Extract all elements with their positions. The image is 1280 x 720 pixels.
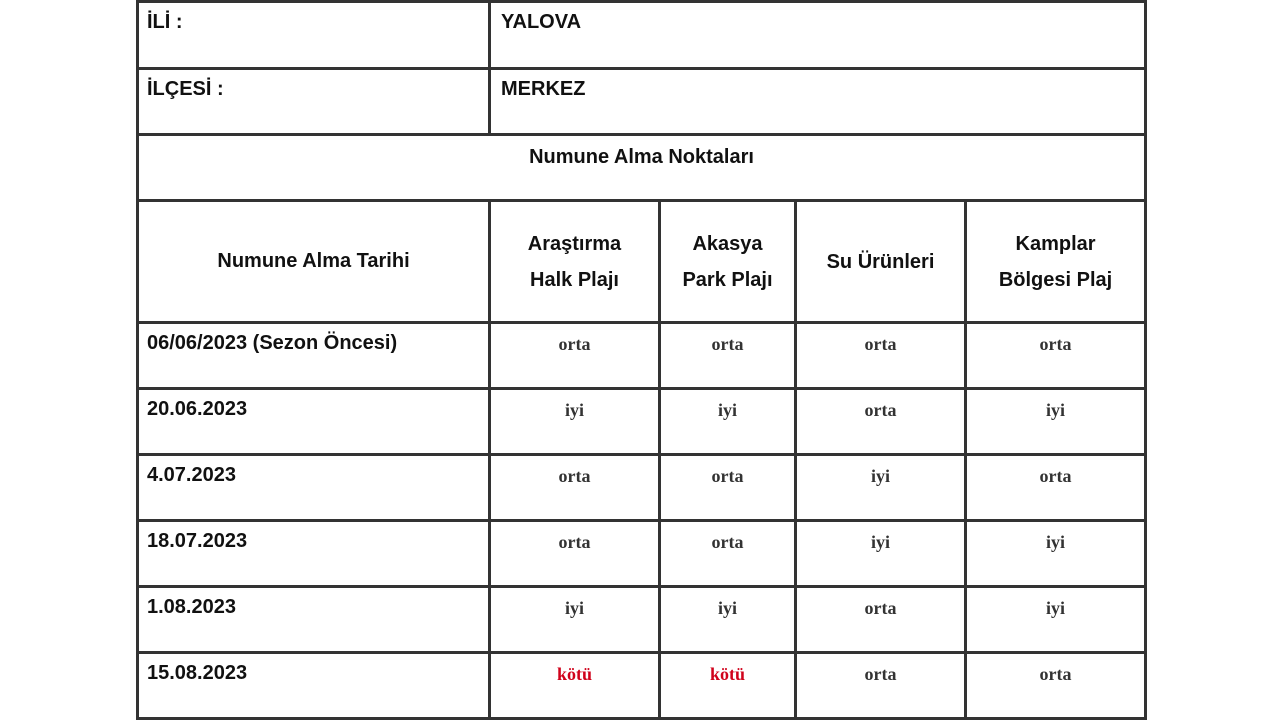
header-line: Su Ürünleri: [826, 250, 935, 273]
sample-date: 20.06.2023: [138, 389, 490, 455]
province-label: İLİ :: [138, 2, 490, 69]
quality-value: iyi: [966, 389, 1146, 455]
table-row: [138, 521, 1146, 587]
table-title: Numune Alma Noktaları: [138, 135, 1146, 201]
sample-date: 1.08.2023: [138, 587, 490, 653]
quality-value: orta: [966, 653, 1146, 719]
district-label: İLÇESİ :: [138, 69, 490, 135]
quality-value: iyi: [796, 521, 966, 587]
province-row: [138, 2, 1146, 69]
header-su-urunleri: [796, 201, 966, 323]
header-line: Bölgesi Plaj: [998, 268, 1113, 291]
header-line: Araştırma: [527, 232, 622, 255]
header-line: Halk Plajı: [530, 268, 619, 291]
quality-value: kötü: [660, 653, 796, 719]
quality-value: iyi: [490, 389, 660, 455]
water-quality-sheet: [136, 0, 1144, 720]
quality-value: iyi: [966, 587, 1146, 653]
quality-value: iyi: [490, 587, 660, 653]
quality-value: orta: [490, 521, 660, 587]
header-arastirma-halk-plaji: [490, 201, 660, 323]
quality-value: orta: [490, 455, 660, 521]
quality-value: kötü: [490, 653, 660, 719]
quality-value: orta: [660, 521, 796, 587]
header-row: [138, 201, 1146, 323]
header-date: Numune Alma Tarihi: [138, 201, 490, 323]
quality-value: orta: [796, 389, 966, 455]
sample-date: 06/06/2023 (Sezon Öncesi): [138, 323, 490, 389]
table-row: [138, 653, 1146, 719]
header-kamplar-bolgesi-plaj: [966, 201, 1146, 323]
quality-value: iyi: [660, 389, 796, 455]
sample-date: 15.08.2023: [138, 653, 490, 719]
quality-value: iyi: [660, 587, 796, 653]
table-row: [138, 587, 1146, 653]
quality-value: iyi: [796, 455, 966, 521]
quality-value: orta: [796, 323, 966, 389]
quality-value: orta: [796, 587, 966, 653]
sample-date: 4.07.2023: [138, 455, 490, 521]
quality-value: orta: [966, 323, 1146, 389]
header-line: Akasya: [692, 232, 763, 255]
sample-date: 18.07.2023: [138, 521, 490, 587]
results-body: [138, 323, 1146, 719]
header-line: Park Plajı: [682, 268, 773, 291]
table-row: [138, 323, 1146, 389]
province-value: YALOVA: [490, 2, 1146, 69]
quality-value: iyi: [966, 521, 1146, 587]
header-akasya-park-plaji: [660, 201, 796, 323]
quality-value: orta: [490, 323, 660, 389]
table-row: [138, 389, 1146, 455]
quality-value: orta: [660, 323, 796, 389]
table-row: [138, 455, 1146, 521]
district-row: [138, 69, 1146, 135]
quality-value: orta: [660, 455, 796, 521]
district-value: MERKEZ: [490, 69, 1146, 135]
water-quality-table: [136, 0, 1147, 720]
quality-value: orta: [796, 653, 966, 719]
title-row: [138, 135, 1146, 201]
header-line: Kamplar: [1015, 232, 1096, 255]
quality-value: orta: [966, 455, 1146, 521]
